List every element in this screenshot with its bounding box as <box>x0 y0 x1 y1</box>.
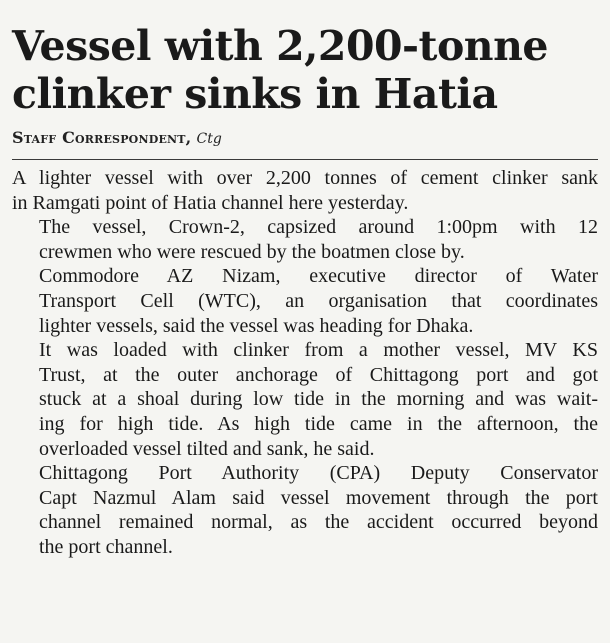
text-line: ing for high tide. As high tide came in the afternoon, the <box>39 412 598 435</box>
text-line: lighter vessels, said the vessel was heading for Dhaka. <box>39 314 474 337</box>
text-line: the port channel. <box>39 535 173 558</box>
headline <box>12 22 598 118</box>
divider <box>12 159 598 160</box>
text-line: The vessel, Crown-2, capsized around 1:00pm with 12 <box>39 216 598 239</box>
text-line: channel remained normal, as the accident occurred beyond <box>39 511 598 534</box>
article-body <box>12 166 598 560</box>
paragraph-3 <box>12 264 598 338</box>
text-line: Trust, at the outer anchorage of Chittagong port and got <box>39 363 598 386</box>
text-line: crewmen who were rescued by the boatmen close by. <box>39 240 465 263</box>
text-line: in Ramgati point of Hatia channel here yesterday. <box>12 191 409 214</box>
text-line: stuck at a shoal during low tide in the morning and was wait- <box>39 388 598 411</box>
text-line: Capt Nazmul Alam said vessel movement through the port <box>39 486 598 509</box>
byline-place: Ctg <box>196 131 222 147</box>
text-line: overloaded vessel tilted and sank, he said. <box>39 437 375 460</box>
paragraph-1 <box>12 166 598 215</box>
paragraph-2 <box>12 215 598 264</box>
text-line: It was loaded with clinker from a mother vessel, MV KS <box>39 339 598 362</box>
text-line: A lighter vessel with over 2,200 tonnes of cement clinker sank <box>12 167 598 189</box>
byline <box>12 128 598 149</box>
headline-line-2: clinker sinks in Hatia <box>12 70 498 118</box>
text-line: Transport Cell (WTC), an organisation that coordinates <box>39 289 598 312</box>
text-line: Commodore AZ Nizam, executive director of Water <box>39 265 598 288</box>
text-line: Chittagong Port Authority (CPA) Deputy Conservator <box>39 462 598 485</box>
paragraph-4 <box>12 338 598 461</box>
byline-author: Staff Correspondent, <box>12 128 192 147</box>
headline-line-1: Vessel with 2,200-tonne <box>12 22 549 70</box>
paragraph-5 <box>12 461 598 559</box>
